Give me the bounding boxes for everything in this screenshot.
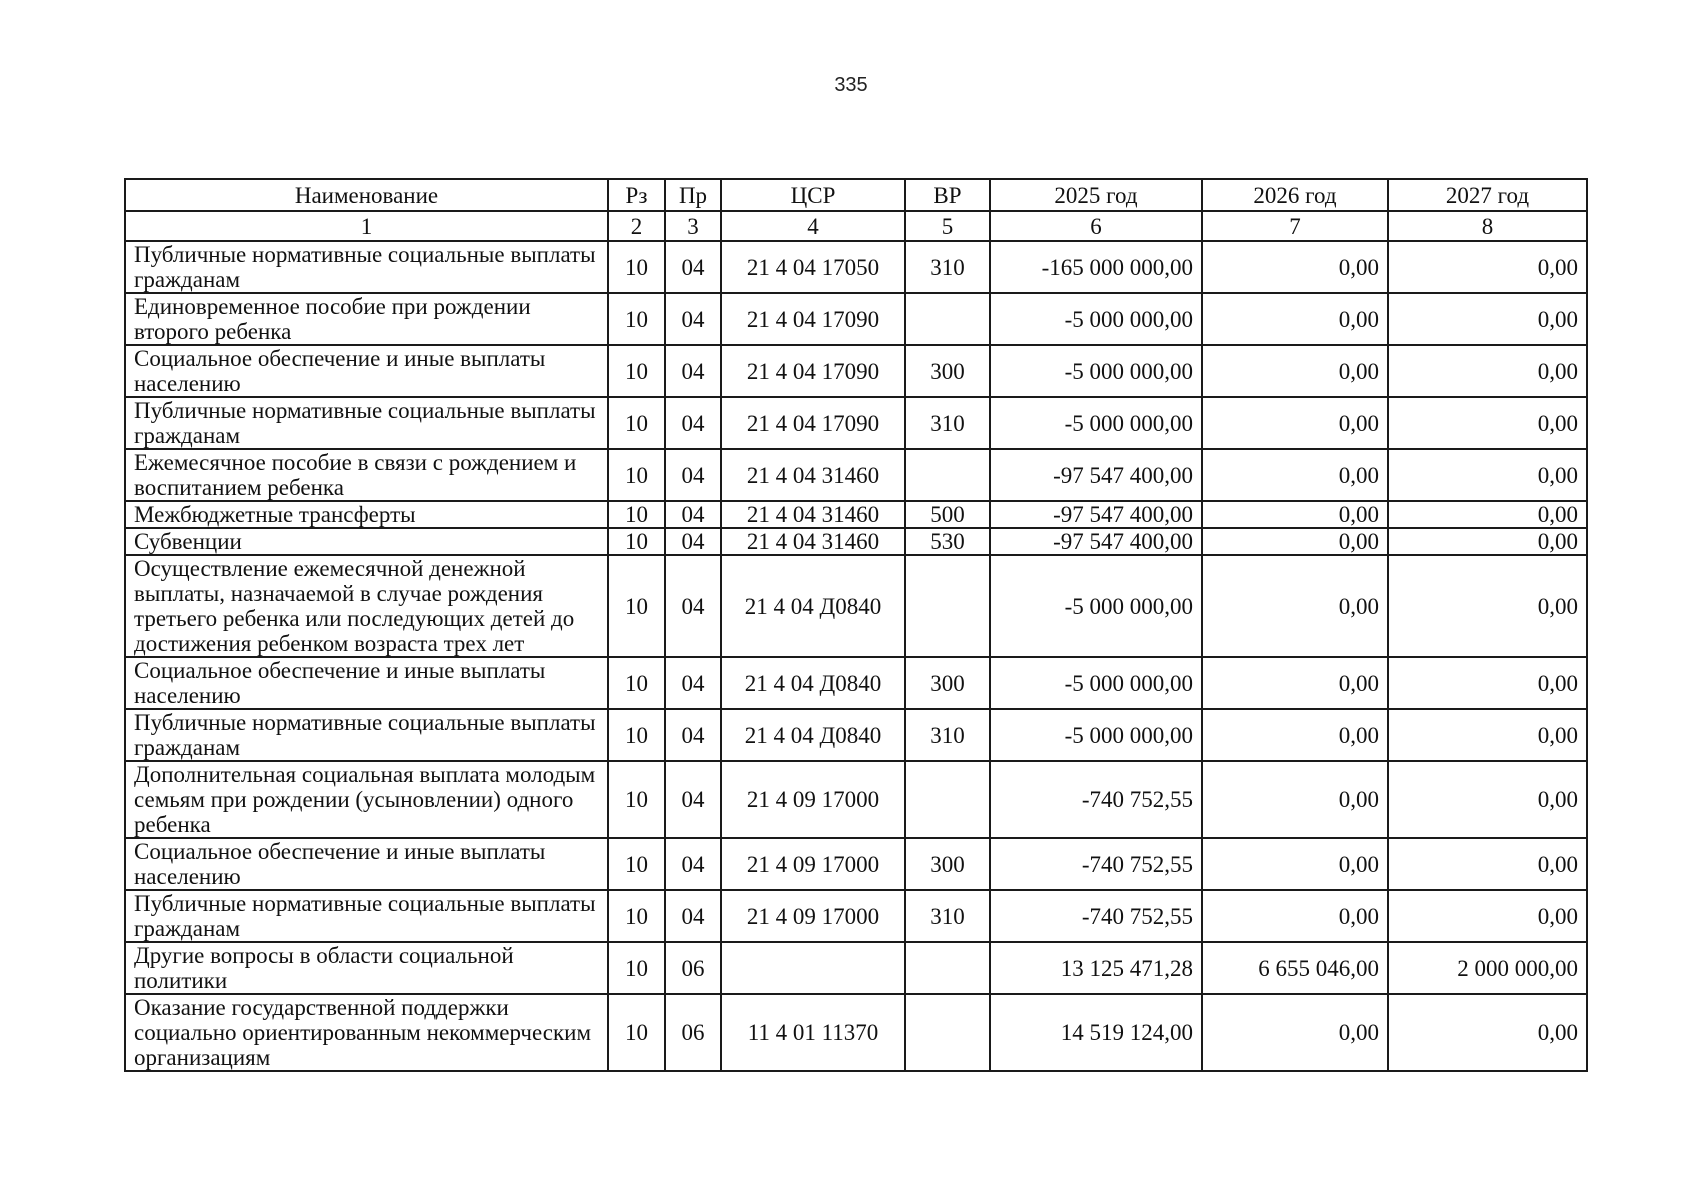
cell-2026: 0,00 (1202, 838, 1388, 890)
cell-vr (905, 761, 990, 838)
cell-2025: 14 519 124,00 (990, 994, 1202, 1071)
cell-2025: -5 000 000,00 (990, 345, 1202, 397)
cell-2027: 0,00 (1388, 241, 1587, 293)
cell-2025: -165 000 000,00 (990, 241, 1202, 293)
cell-2025: -740 752,55 (990, 761, 1202, 838)
cell-vr: 300 (905, 838, 990, 890)
cell-vr: 310 (905, 890, 990, 942)
header-name: Наименование (125, 179, 608, 211)
cell-csr: 21 4 09 17000 (721, 838, 905, 890)
cell-pr: 06 (665, 994, 721, 1071)
cell-vr: 300 (905, 657, 990, 709)
cell-2025: -5 000 000,00 (990, 555, 1202, 657)
cell-2027: 0,00 (1388, 890, 1587, 942)
cell-name: Ежемесячное пособие в связи с рождением и воспитанием ребенка (125, 449, 608, 501)
table-row (125, 555, 1587, 657)
cell-2026: 0,00 (1202, 241, 1388, 293)
cell-vr (905, 449, 990, 501)
cell-2026: 0,00 (1202, 890, 1388, 942)
cell-name: Оказание государственной поддержки социально ориентированным некоммерческим организациям (125, 994, 608, 1071)
cell-2026: 0,00 (1202, 397, 1388, 449)
cell-rz: 10 (608, 528, 665, 555)
cell-rz: 10 (608, 501, 665, 528)
table-row (125, 838, 1587, 890)
cell-csr: 21 4 04 17090 (721, 345, 905, 397)
column-number: 6 (990, 211, 1202, 241)
cell-2026: 0,00 (1202, 761, 1388, 838)
cell-2025: 13 125 471,28 (990, 942, 1202, 994)
budget-table (124, 178, 1588, 1072)
cell-rz: 10 (608, 890, 665, 942)
cell-2025: -97 547 400,00 (990, 528, 1202, 555)
cell-vr (905, 942, 990, 994)
cell-pr: 04 (665, 838, 721, 890)
cell-pr: 04 (665, 890, 721, 942)
cell-rz: 10 (608, 709, 665, 761)
cell-name: Межбюджетные трансферты (125, 501, 608, 528)
table-row (125, 528, 1587, 555)
column-number: 4 (721, 211, 905, 241)
cell-2025: -5 000 000,00 (990, 397, 1202, 449)
cell-csr: 21 4 04 17050 (721, 241, 905, 293)
cell-2025: -740 752,55 (990, 838, 1202, 890)
cell-2027: 0,00 (1388, 994, 1587, 1071)
header-csr: ЦСР (721, 179, 905, 211)
header-2027: 2027 год (1388, 179, 1587, 211)
cell-2026: 0,00 (1202, 449, 1388, 501)
column-number: 3 (665, 211, 721, 241)
table-row (125, 501, 1587, 528)
cell-2027: 2 000 000,00 (1388, 942, 1587, 994)
cell-2027: 0,00 (1388, 528, 1587, 555)
cell-pr: 04 (665, 241, 721, 293)
cell-vr: 310 (905, 397, 990, 449)
cell-rz: 10 (608, 241, 665, 293)
cell-rz: 10 (608, 657, 665, 709)
cell-pr: 04 (665, 449, 721, 501)
cell-2026: 0,00 (1202, 345, 1388, 397)
cell-2025: -740 752,55 (990, 890, 1202, 942)
cell-vr: 530 (905, 528, 990, 555)
cell-vr (905, 994, 990, 1071)
cell-pr: 04 (665, 761, 721, 838)
table-row (125, 890, 1587, 942)
cell-2025: -97 547 400,00 (990, 449, 1202, 501)
table-row (125, 449, 1587, 501)
cell-vr: 310 (905, 709, 990, 761)
cell-name: Дополнительная социальная выплата молодым семьям при рождении (усыновлении) одного ребенка (125, 761, 608, 838)
cell-csr: 21 4 09 17000 (721, 761, 905, 838)
cell-2027: 0,00 (1388, 657, 1587, 709)
cell-vr: 310 (905, 241, 990, 293)
table-row (125, 657, 1587, 709)
cell-vr: 300 (905, 345, 990, 397)
cell-name: Единовременное пособие при рождении второго ребенка (125, 293, 608, 345)
cell-2025: -5 000 000,00 (990, 657, 1202, 709)
cell-csr (721, 942, 905, 994)
cell-csr: 21 4 04 31460 (721, 449, 905, 501)
table-row (125, 942, 1587, 994)
cell-2027: 0,00 (1388, 501, 1587, 528)
cell-2026: 0,00 (1202, 709, 1388, 761)
cell-pr: 04 (665, 709, 721, 761)
cell-name: Публичные нормативные социальные выплаты гражданам (125, 709, 608, 761)
cell-2025: -97 547 400,00 (990, 501, 1202, 528)
header-2026: 2026 год (1202, 179, 1388, 211)
cell-name: Социальное обеспечение и иные выплаты населению (125, 345, 608, 397)
header-vr: ВР (905, 179, 990, 211)
cell-pr: 04 (665, 345, 721, 397)
cell-2027: 0,00 (1388, 449, 1587, 501)
cell-vr (905, 293, 990, 345)
cell-2026: 0,00 (1202, 528, 1388, 555)
cell-rz: 10 (608, 994, 665, 1071)
column-number: 7 (1202, 211, 1388, 241)
cell-2026: 0,00 (1202, 501, 1388, 528)
header-rz: Рз (608, 179, 665, 211)
cell-csr: 21 4 04 17090 (721, 397, 905, 449)
column-number: 8 (1388, 211, 1587, 241)
cell-pr: 04 (665, 528, 721, 555)
cell-pr: 04 (665, 501, 721, 528)
cell-pr: 06 (665, 942, 721, 994)
cell-pr: 04 (665, 397, 721, 449)
cell-pr: 04 (665, 555, 721, 657)
cell-name: Субвенции (125, 528, 608, 555)
cell-vr: 500 (905, 501, 990, 528)
cell-rz: 10 (608, 293, 665, 345)
cell-rz: 10 (608, 838, 665, 890)
cell-2027: 0,00 (1388, 761, 1587, 838)
table-body (125, 241, 1587, 1071)
cell-csr: 21 4 09 17000 (721, 890, 905, 942)
cell-csr: 11 4 01 11370 (721, 994, 905, 1071)
cell-rz: 10 (608, 449, 665, 501)
column-number-row (125, 211, 1587, 241)
cell-2027: 0,00 (1388, 293, 1587, 345)
table-row (125, 397, 1587, 449)
cell-2026: 0,00 (1202, 657, 1388, 709)
cell-2027: 0,00 (1388, 555, 1587, 657)
cell-name: Социальное обеспечение и иные выплаты населению (125, 838, 608, 890)
column-number: 5 (905, 211, 990, 241)
cell-rz: 10 (608, 942, 665, 994)
cell-name: Социальное обеспечение и иные выплаты населению (125, 657, 608, 709)
cell-name: Осуществление ежемесячной денежной выплаты, назначаемой в случае рождения третьего ребенка или последующих детей до достижения ребенком возраста трех лет (125, 555, 608, 657)
cell-pr: 04 (665, 657, 721, 709)
cell-rz: 10 (608, 345, 665, 397)
cell-2026: 0,00 (1202, 994, 1388, 1071)
cell-rz: 10 (608, 555, 665, 657)
cell-csr: 21 4 04 Д0840 (721, 555, 905, 657)
cell-2026: 0,00 (1202, 293, 1388, 345)
header-2025: 2025 год (990, 179, 1202, 211)
cell-2027: 0,00 (1388, 345, 1587, 397)
cell-csr: 21 4 04 17090 (721, 293, 905, 345)
table-row (125, 241, 1587, 293)
cell-name: Публичные нормативные социальные выплаты гражданам (125, 241, 608, 293)
cell-csr: 21 4 04 31460 (721, 501, 905, 528)
table-row (125, 994, 1587, 1071)
column-number: 2 (608, 211, 665, 241)
cell-rz: 10 (608, 761, 665, 838)
cell-csr: 21 4 04 Д0840 (721, 657, 905, 709)
cell-rz: 10 (608, 397, 665, 449)
cell-2026: 6 655 046,00 (1202, 942, 1388, 994)
cell-vr (905, 555, 990, 657)
header-row (125, 179, 1587, 211)
cell-csr: 21 4 04 31460 (721, 528, 905, 555)
table-row (125, 293, 1587, 345)
cell-2027: 0,00 (1388, 709, 1587, 761)
cell-2027: 0,00 (1388, 838, 1587, 890)
cell-2026: 0,00 (1202, 555, 1388, 657)
cell-pr: 04 (665, 293, 721, 345)
page-number: 335 (834, 74, 868, 96)
column-number: 1 (125, 211, 608, 241)
header-pr: Пр (665, 179, 721, 211)
table-row (125, 761, 1587, 838)
cell-csr: 21 4 04 Д0840 (721, 709, 905, 761)
table-row (125, 345, 1587, 397)
cell-name: Публичные нормативные социальные выплаты гражданам (125, 397, 608, 449)
cell-2025: -5 000 000,00 (990, 293, 1202, 345)
cell-2027: 0,00 (1388, 397, 1587, 449)
table-row (125, 709, 1587, 761)
cell-name: Другие вопросы в области социальной политики (125, 942, 608, 994)
cell-2025: -5 000 000,00 (990, 709, 1202, 761)
cell-name: Публичные нормативные социальные выплаты гражданам (125, 890, 608, 942)
